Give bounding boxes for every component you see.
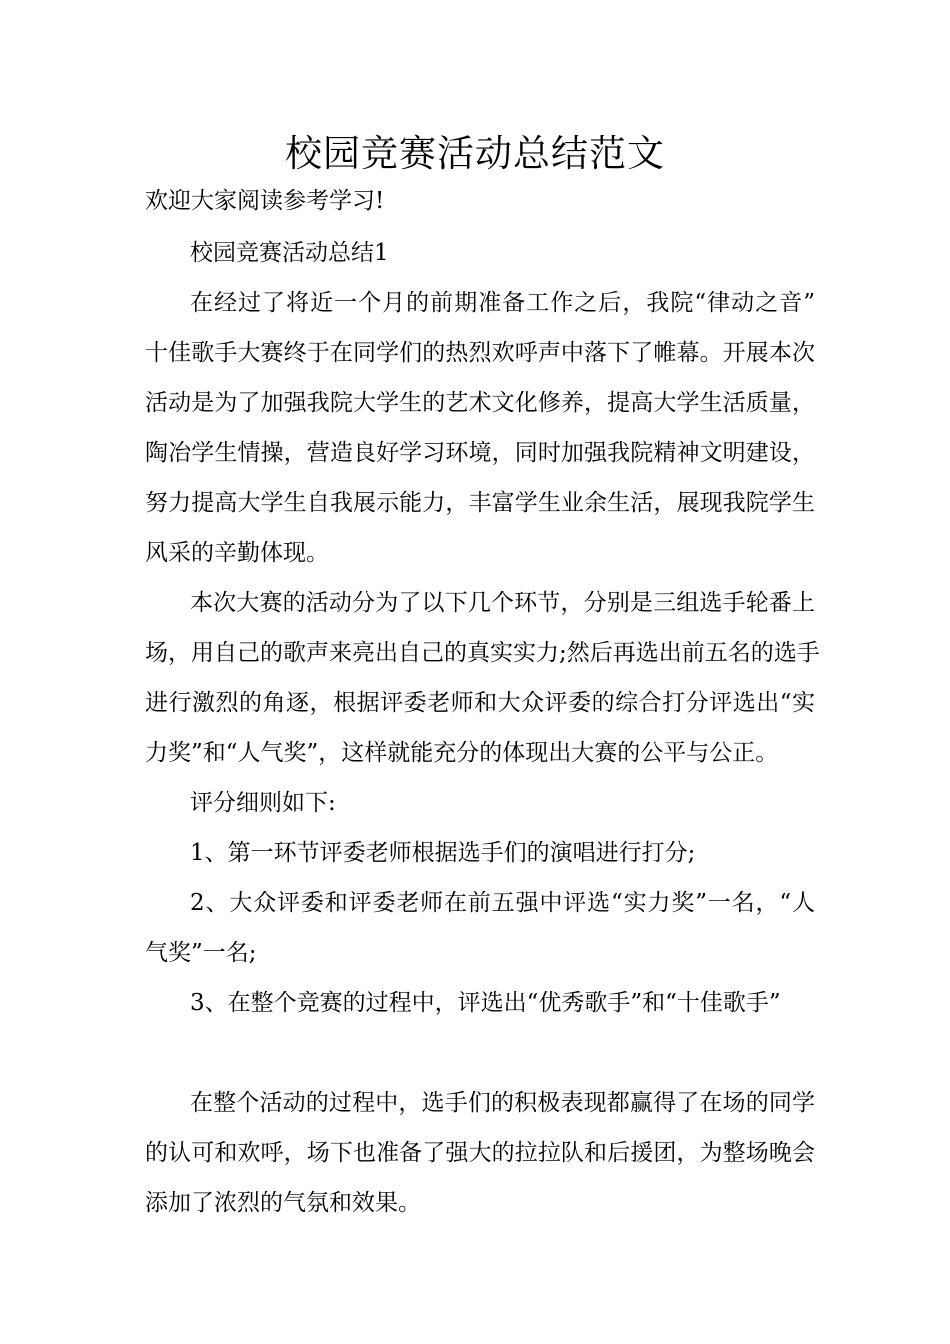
paragraph-line: 十佳歌手大赛终于在同学们的热烈欢呼声中落下了帷幕。开展本次 [145, 340, 815, 366]
rule-item: 3、在整个竞赛的过程中，评选出“优秀歌手”和“十佳歌手” [190, 990, 781, 1016]
paragraph-line: 力奖”和“人气奖”，这样就能充分的体现出大赛的公平与公正。 [145, 740, 779, 766]
paragraph-line: 的认可和欢呼，场下也准备了强大的拉拉队和后援团，为整场晚会 [145, 1140, 815, 1166]
paragraph-line: 在整个活动的过程中，选手们的积极表现都赢得了在场的同学 [190, 1090, 815, 1116]
paragraph-line: 努力提高大学生自我展示能力，丰富学生业余生活，展现我院学生 [145, 490, 815, 516]
rule-item: 1、第一环节评委老师根据选手们的演唱进行打分; [190, 840, 696, 866]
paragraph-line: 陶冶学生情操，营造良好学习环境，同时加强我院精神文明建设， [145, 440, 815, 466]
rule-item: 2、大众评委和评委老师在前五强中评选“实力奖”一名，“人 [190, 890, 815, 916]
paragraph-line: 风采的辛勤体现。 [145, 540, 329, 566]
document-title: 校园竞赛活动总结范文 [285, 132, 665, 175]
paragraph-line: 场，用自己的歌声来亮出自己的真实实力;然后再选出前五名的选手 [145, 640, 820, 666]
section-heading: 校园竞赛活动总结1 [190, 240, 389, 266]
paragraph-line: 进行激烈的角逐，根据评委老师和大众评委的综合打分评选出“实 [145, 690, 815, 716]
paragraph-line: 活动是为了加强我院大学生的艺术文化修养，提高大学生活质量， [145, 390, 815, 416]
intro-text: 欢迎大家阅读参考学习! [145, 188, 385, 214]
rule-item-continued: 气奖”一名; [145, 940, 257, 966]
scoring-rules-heading: 评分细则如下: [190, 790, 336, 816]
paragraph-line: 添加了浓烈的气氛和效果。 [145, 1190, 421, 1216]
paragraph-line: 在经过了将近一个月的前期准备工作之后，我院“律动之音” [190, 290, 815, 316]
paragraph-line: 本次大赛的活动分为了以下几个环节，分别是三组选手轮番上 [190, 590, 815, 616]
